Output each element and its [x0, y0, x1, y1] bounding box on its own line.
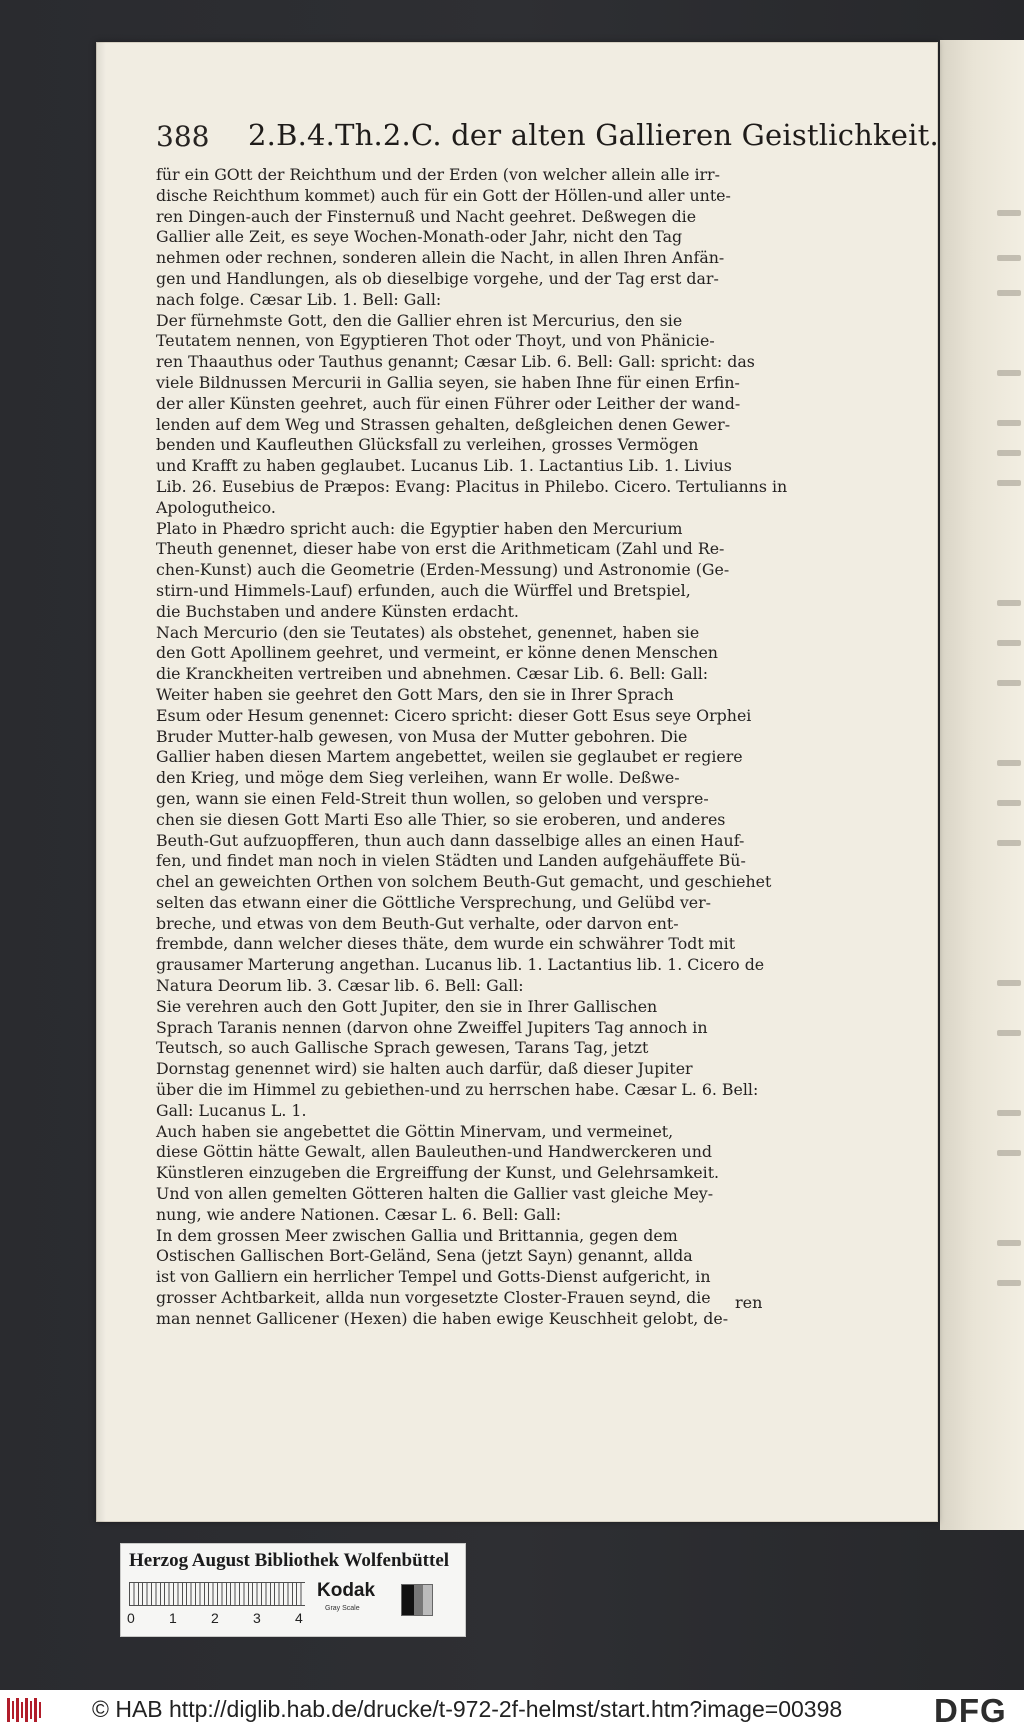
kodak-logo: Kodak — [317, 1580, 376, 1601]
ruler — [129, 1582, 305, 1630]
ruler-number: 4 — [295, 1610, 303, 1626]
gray-scale-patches — [401, 1584, 433, 1616]
page-body-text: für ein GOtt der Reichthum und der Erden (von welcher allein alle irr- dische Reichthum kommet) auch für ein Gott der Höllen-und aller unte- ren Dingen-auch der Finsternuß und Nacht geehret. Deßwegen die Gallier alle Zeit, es seye Wochen-Monath-oder Jahr, nicht den Tag nehmen oder rechnen, sonderen allein die Nacht, in allen Ihren Anfän- gen und Handlungen, als ob dieselbige vorgehe, und der Tag erst dar- nach folge. Cæsar Lib. 1. Bell: Gall: Der fürnehmste Gott, den die Gallier ehren ist Mercurius, den sie Teutatem nennen, von Egyptieren Thot oder Thoyt, und von Phänicie- ren Thaauthus oder Tauthus genannt; Cæsar Lib. 6. Bell: Gall: spricht: das viele Bildnussen Mercurii in Gallia seyen, sie haben Ihne für einen Erfin- der aller Künsten geehret, auch für einen Führer oder Leither der wand- lenden auf dem Weg und Strassen gehalten, deßgleichen denen Gewer- benden und Kaufleuthen Glücksfall zu verleihen, grosses Vermögen und Krafft zu haben geglaubet. Lucanus Lib. 1. Lactantius Lib. 1. Livius Lib. 26. Eusebius de Præpos: Evang: Placitus in Philebo. Cicero. Tertulianns in Apologutheico. Plato in Phædro spricht auch: die Egyptier haben den Mercurium Theuth genennet, dieser habe von erst die Arithmeticam (Zahl und Re- chen-Kunst) auch die Geometrie (Erden-Messung) und Astronomie (Ge- stirn-und Himmels-Lauf) erfunden, auch die Würffel und Bretspiel, die Buchstaben und andere Künsten erdacht. Nach Mercurio (den sie Teutates) als obstehet, genennet, haben sie den Gott Apollinem geehret, und vermeint, er könne denen Menschen die Kranckheiten vertreiben und abnehmen. Cæsar Lib. 6. Bell: Gall: Weiter haben sie geehret den Gott Mars, den sie in Ihrer Sprach Esum oder Hesum genennet: Cicero spricht: dieser Gott Esus seye Orphei Bruder Mutter-halb gewesen, von Musa der Mutter gebohren. Die Gallier haben diesen Martem angebettet, weilen sie geglaubet er regiere den Krieg, und möge dem Sieg verleihen, wann Er wolle. Deßwe- gen, wann sie einen Feld-Streit thun wollen, so geloben und verspre- chen sie diesen Gott Marti Eso alle Thier, so sie eroberen, und anderes Beuth-Gut aufzuopfferen, thun auch dann dasselbige alles an einen Hauf- fen, und findet man noch in vielen Städten und Landen aufgehäuffete Bü- chel an geweichten Orthen von solchem Beuth-Gut gemacht, und geschiehet selten das etwann einer die Göttliche Versprechung, und Gelübd ver- breche, und etwas von dem Beuth-Gut verhalte, oder darvon ent- frembde, dann welcher dieses thäte, dem wurde ein schwährer Todt mit grausamer Marterung angethan. Lucanus lib. 1. Lactantius lib. 1. Cicero de Natura Deorum lib. 3. Cæsar lib. 6. Bell: Gall: Sie verehren auch den Gott Jupiter, den sie in Ihrer Gallischen Sprach Taranis nennen (darvon ohne Zweiffel Jupiters Tag annoch in Teutsch, so auch Gallische Sprach gewesen, Tarans Tag, jetzt Dornstag genennet wird) sie halten auch darfür, daß dieser Jupiter über die im Himmel zu gebiethen-und zu herrschen habe. Cæsar L. 6. Bell: Gall: Lucanus L. 1. Auch haben sie angebettet die Göttin Minervam, und vermeinet, diese Göttin hätte Gewalt, allen Bauleuthen-und Handwerckeren und Künstleren einzugeben die Ergreiffung der Kunst, und Gelehrsamkeit. Und von allen gemelten Götteren halten die Gallier vast gleiche Mey- nung, wie andere Nationen. Cæsar L. 6. Bell: Gall: In dem grossen Meer zwischen Gallia und Brittannia, gegen dem Ostischen Gallischen Bort-Geländ, Sena (jetzt Sayn) genannt, allda ist von Galliern ein herrlicher Tempel und Gotts-Dienst aufgericht, in grosser Achtbarkeit, allda nun vorgesetzte Closter-Frauen seynd, die man nennet Gallicener (Hexen) die haben ewige Keuschheit gelobt, de- — [156, 165, 788, 1328]
page-number: 388 — [156, 120, 210, 153]
color-scale-card — [120, 1543, 466, 1637]
ruler-number: 1 — [169, 1610, 177, 1626]
dfg-logo: DFG — [934, 1692, 1007, 1729]
page-gutter-shadow — [96, 42, 106, 1522]
footer-bar — [0, 1690, 1024, 1730]
library-name: Herzog August Bibliothek Wolfenbüttel — [129, 1550, 450, 1571]
facing-page-edge — [940, 40, 1024, 1530]
ruler-ticks — [129, 1582, 305, 1606]
catchword: ren — [735, 1293, 763, 1312]
gray-scale-label: Gray Scale — [325, 1605, 360, 1612]
ruler-number: 2 — [211, 1610, 219, 1626]
running-head-title: 2.B.4.Th.2.C. der alten Gallieren Geistlichkeit. — [248, 118, 939, 152]
ruler-number: 3 — [253, 1610, 261, 1626]
running-head — [156, 118, 939, 164]
hab-barcode-icon — [6, 1696, 46, 1724]
footer-url-link[interactable]: © HAB http://diglib.hab.de/drucke/t-972-2f-helmst/start.htm?image=00398 — [92, 1696, 843, 1722]
ruler-number: 0 — [127, 1610, 135, 1626]
